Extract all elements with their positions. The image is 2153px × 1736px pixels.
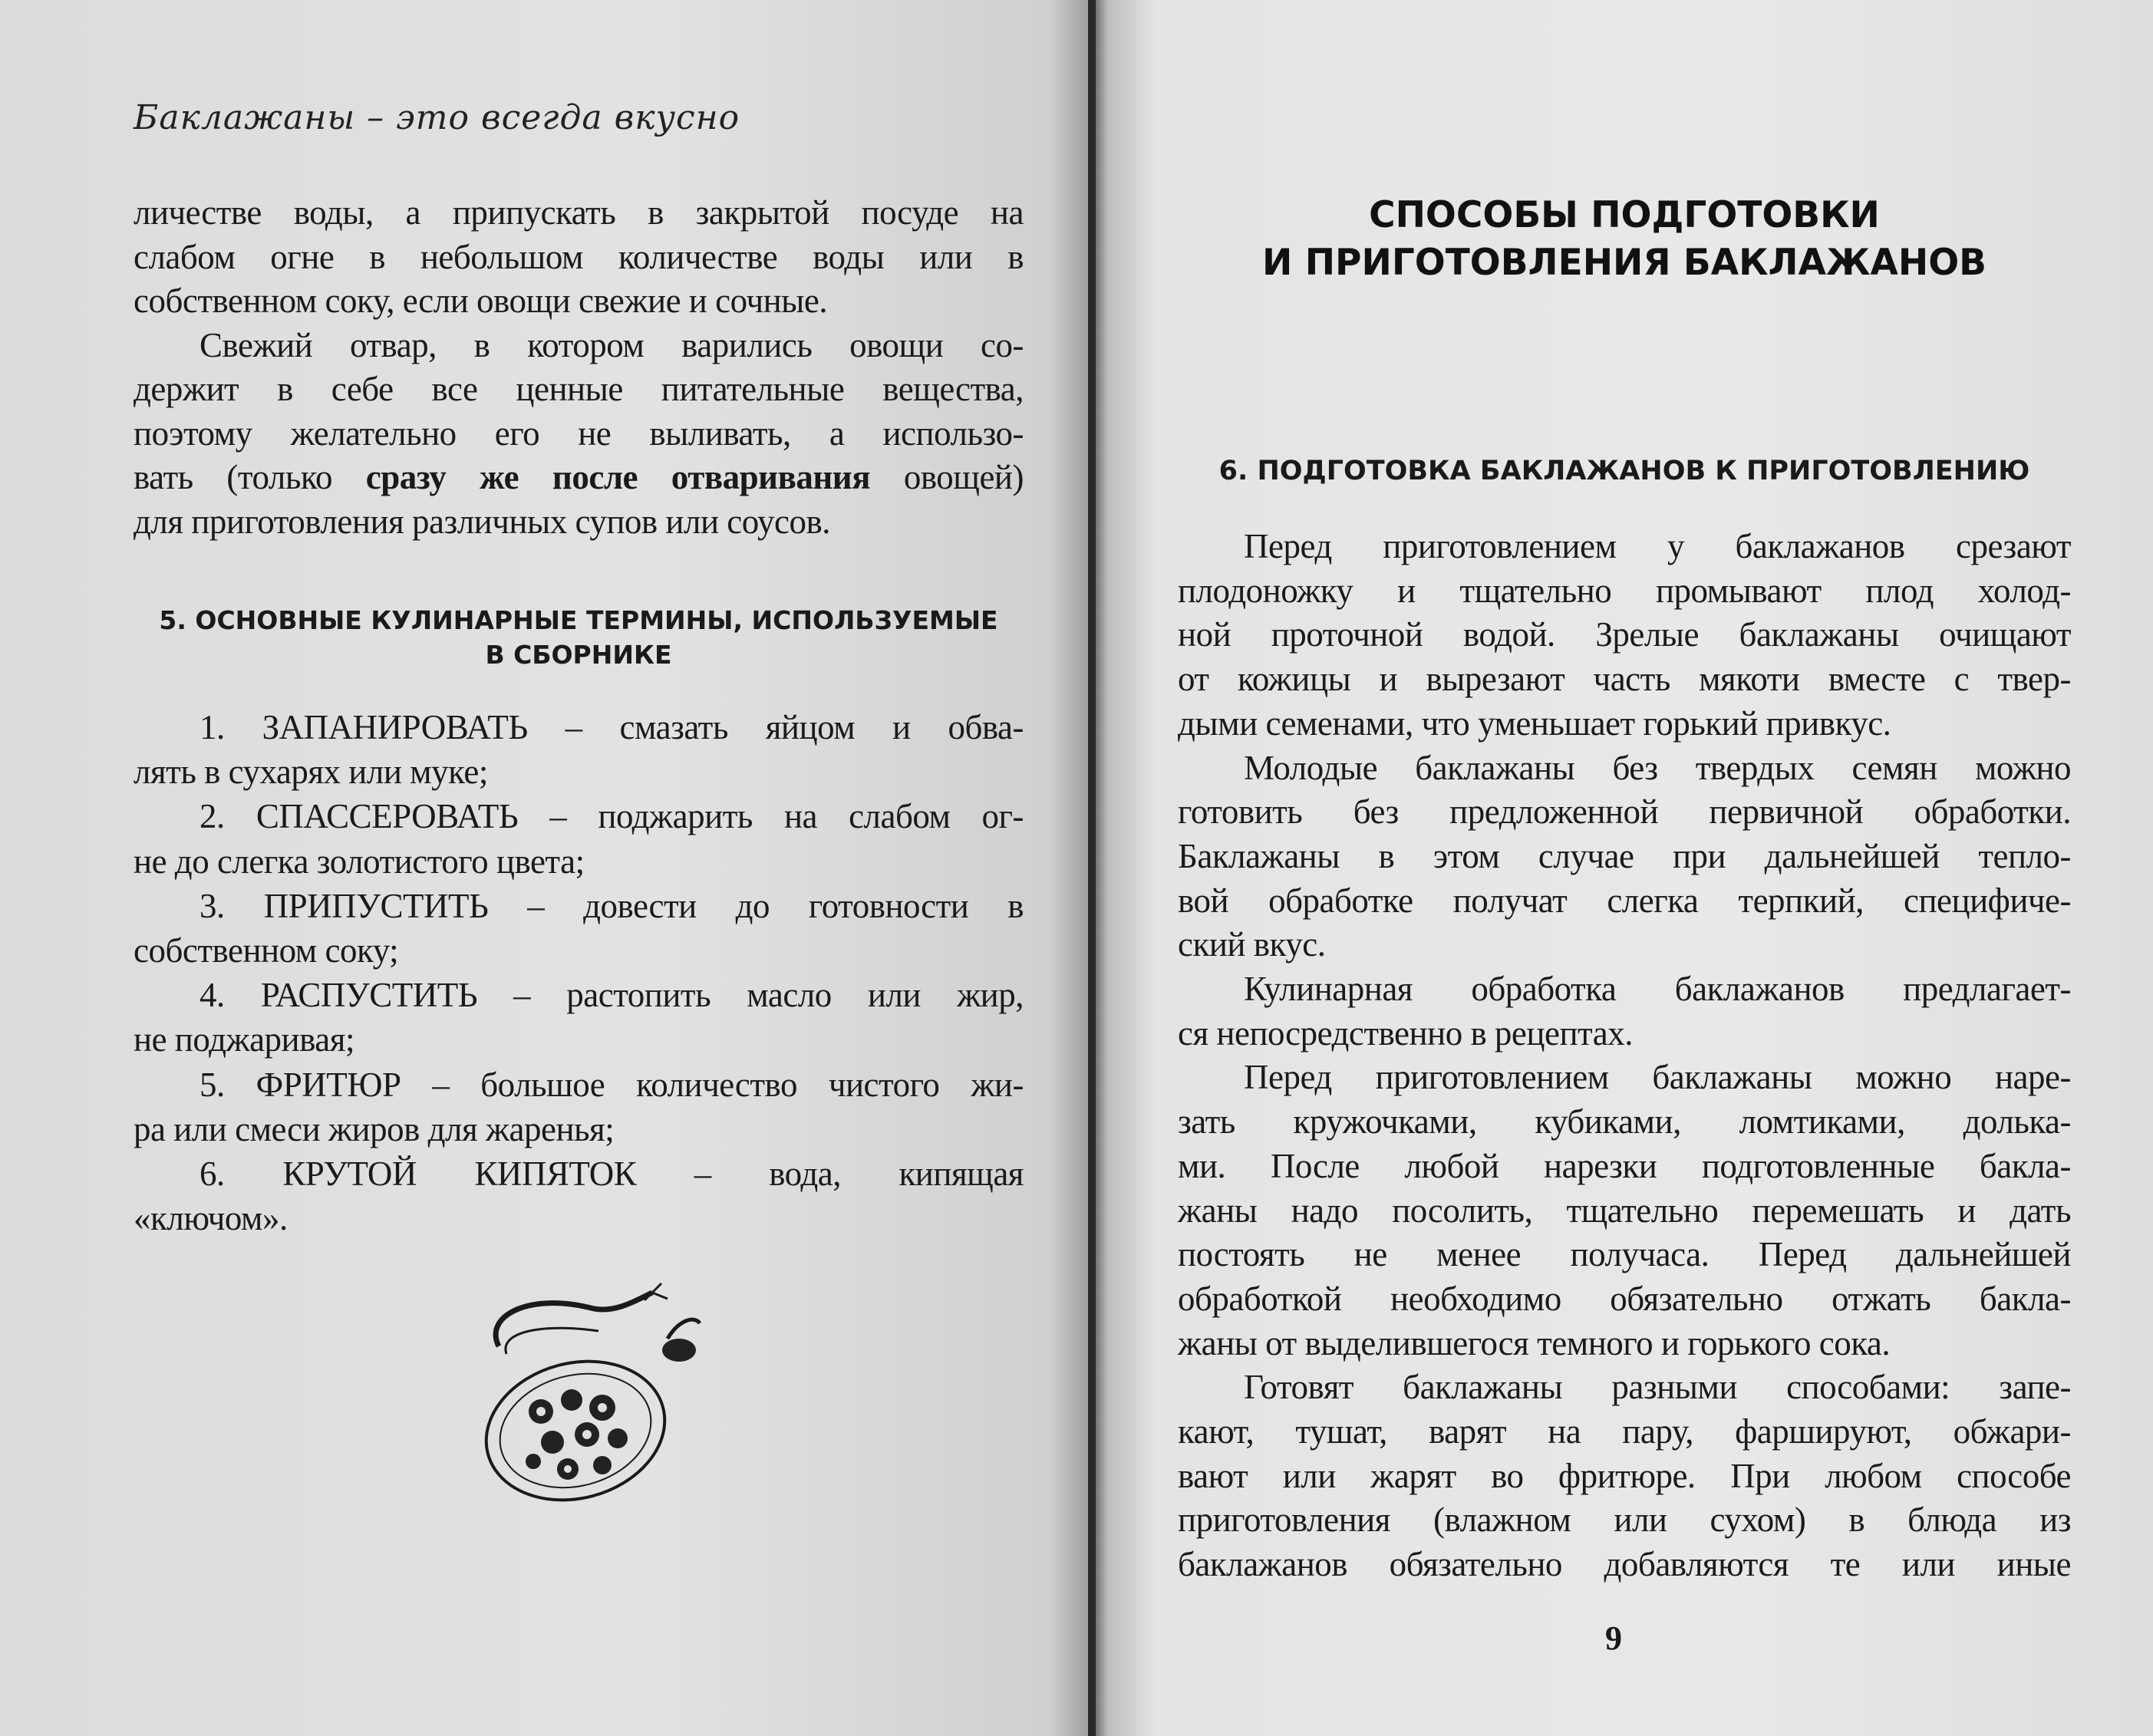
- text-line: слабом огне в небольшом количестве воды или в: [134, 237, 1024, 276]
- text-line: личестве воды, а припускать в закрытой посуде на: [134, 193, 1024, 232]
- text-line: готовить без предложенной первичной обработки.: [1178, 792, 2071, 832]
- text-line: постоять не менее получаса. Перед дальнейшей: [1178, 1235, 2071, 1274]
- text-line: собственном соку, если овощи свежие и сочные.: [134, 282, 828, 320]
- text-line: 1. ЗАПАНИРОВАТЬ – смазать яйцом и обва-: [199, 708, 1024, 746]
- text-line: зать кружочками, кубиками, ломтиками, долька-: [1178, 1102, 2071, 1141]
- text-line: Готовят баклажаны разными способами: запе-: [1244, 1368, 2071, 1407]
- text-line: для приготовления различных супов или соусов.: [134, 502, 831, 541]
- text-line: ми. После любой нарезки подготовленные бакла-: [1178, 1146, 2071, 1185]
- chapter-title: [1178, 192, 2071, 287]
- text-line: [134, 455, 1024, 499]
- text-line: Свежий отвар, в котором варились овощи со-: [199, 325, 1024, 364]
- bold-text: сразу же после отваривания: [365, 458, 871, 496]
- text-line: 3. ПРИПУСТИТЬ – довести до готовности в: [199, 886, 1024, 925]
- text-line: от кожицы и вырезают часть мякоти вместе с твер-: [1178, 660, 2071, 699]
- text-line: не поджаривая;: [134, 1020, 354, 1059]
- text-line: приготовления (влажном или сухом) в блюда из: [1178, 1500, 2071, 1540]
- running-head: Баклажаны – это всегда вкусно: [134, 98, 740, 137]
- text-line: ский вкус.: [1178, 925, 1326, 964]
- section-heading-line: 5. ОСНОВНЫЕ КУЛИНАРНЫЕ ТЕРМИНЫ, ИСПОЛЬЗУЕМЫЕ: [159, 605, 998, 635]
- text-line: собственном соку;: [134, 931, 399, 970]
- text-line: Перед приготовлением у баклажанов срезают: [1244, 527, 2071, 565]
- text-line: ся непосредственно в рецептах.: [1178, 1013, 1633, 1052]
- text-line: жаны от выделившегося темного и горького сока.: [1178, 1323, 1891, 1362]
- text-line: ной проточной водой. Зрелые баклажаны очищают: [1178, 615, 2071, 654]
- chapter-title-line: СПОСОБЫ ПОДГОТОВКИ: [1369, 194, 1880, 236]
- text-line: 5. ФРИТЮР – большое количество чистого жи-: [199, 1065, 1024, 1104]
- text-line: лять в сухарях или муке;: [134, 753, 488, 792]
- text-line: Кулинарная обработка баклажанов предлагает-: [1244, 970, 2071, 1008]
- book-gutter: [1088, 0, 1096, 1736]
- text-line: вой обработке получат слегка терпкий, специфиче-: [1178, 881, 2071, 920]
- chapter-title-line: И ПРИГОТОВЛЕНИЯ БАКЛАЖАНОВ: [1262, 242, 1986, 284]
- text-line: 2. СПАССЕРОВАТЬ – поджарить на слабом ог-: [199, 797, 1024, 836]
- text-line: держит в себе все ценные питательные вещества,: [134, 370, 1024, 408]
- eggplant-dish-illustration: [460, 1277, 706, 1515]
- text-line: обработкой необходимо обязательно отжать бакла-: [1178, 1279, 2071, 1318]
- text-line: поэтому желательно его не выливать, а использо-: [134, 413, 1024, 453]
- text-line: баклажанов обязательно добавляются те или иные: [1178, 1545, 2071, 1584]
- text-line: не до слегка золотистого цвета;: [134, 842, 585, 881]
- page-number: 9: [1605, 1619, 1622, 1657]
- text-line: Молодые баклажаны без твердых семян можно: [1244, 748, 2071, 787]
- text-line: вают или жарят во фритюре. При любом способе: [1178, 1456, 2071, 1495]
- text-line: дыми семенами, что уменьшает горький привкус.: [1178, 703, 1891, 743]
- text-segment: овощей): [870, 458, 1024, 496]
- text-line: 4. РАСПУСТИТЬ – растопить масло или жир,: [199, 976, 1024, 1015]
- text-line: кают, тушат, варят на пару, фаршируют, обжари-: [1178, 1412, 2071, 1451]
- section-heading-line: В СБОРНИКЕ: [485, 640, 672, 670]
- text-line: Баклажаны в этом случае при дальнейшей тепло-: [1178, 836, 2071, 875]
- text-segment: вать (только: [134, 458, 366, 496]
- text-line: 6. КРУТОЙ КИПЯТОК – вода, кипящая: [199, 1155, 1024, 1193]
- text-line: Перед приготовлением баклажаны можно наре-: [1244, 1058, 2071, 1097]
- text-line: ра или смеси жиров для жаренья;: [134, 1109, 615, 1148]
- section-heading-5: [134, 603, 1024, 672]
- text-line: плодоножку и тщательно промывают плод холод-: [1178, 571, 2071, 610]
- text-line: «ключом».: [134, 1199, 288, 1238]
- section-heading-6: 6. ПОДГОТОВКА БАКЛАЖАНОВ К ПРИГОТОВЛЕНИЮ: [1218, 456, 2030, 486]
- text-line: жаны надо посолить, тщательно перемешать и дать: [1178, 1191, 2071, 1230]
